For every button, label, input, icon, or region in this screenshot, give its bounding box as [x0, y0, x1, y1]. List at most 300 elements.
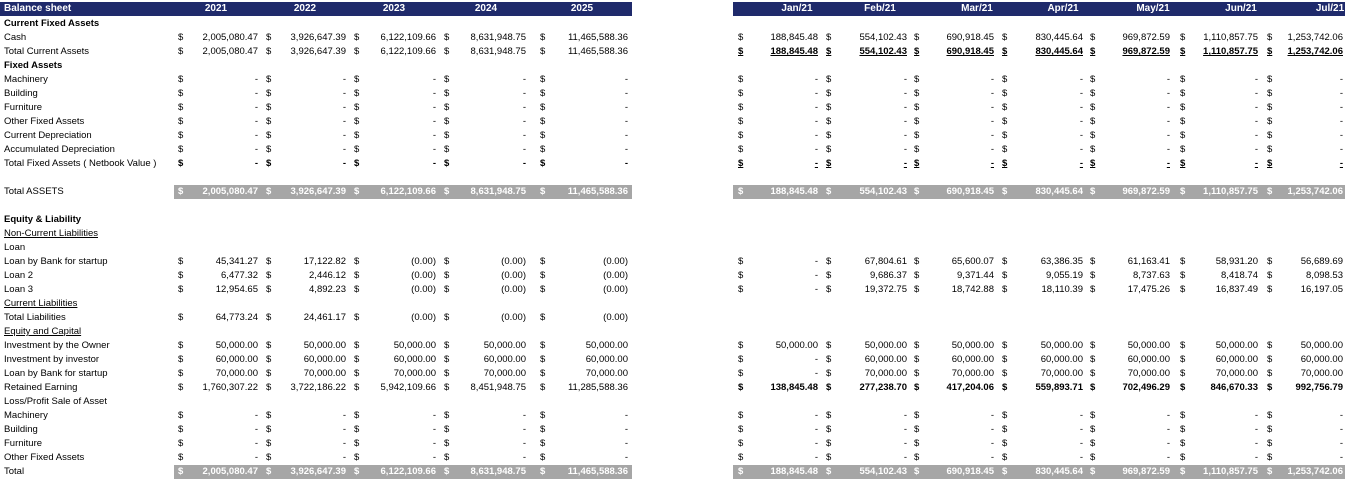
row-label: Current Fixed Assets [4, 18, 100, 29]
annual-cell-currency: $ [354, 466, 360, 477]
annual-cell-currency: $ [540, 354, 546, 365]
monthly-cell-currency: $ [1090, 466, 1096, 477]
monthly-cell-currency: $ [826, 186, 832, 197]
monthly-cell-currency: $ [826, 410, 832, 421]
monthly-cell-value: 60,000.00 [951, 354, 994, 365]
annual-cell-value: - [432, 424, 436, 435]
monthly-cell-value: 554,102.43 [859, 32, 907, 43]
monthly-cell-currency: $ [1002, 116, 1008, 127]
monthly-cell-value: 50,000.00 [775, 340, 818, 351]
annual-cell-currency: $ [178, 186, 184, 197]
annual-cell-currency: $ [178, 312, 184, 323]
monthly-cell-currency: $ [1180, 158, 1186, 169]
annual-cell-currency: $ [266, 88, 272, 99]
monthly-cell-currency: $ [826, 130, 832, 141]
monthly-cell-currency: $ [1267, 284, 1273, 295]
annual-cell-currency: $ [444, 144, 450, 155]
annual-cell-value: - [432, 452, 436, 463]
annual-cell-currency: $ [178, 382, 184, 393]
monthly-cell-value: - [1339, 88, 1343, 99]
annual-cell-currency: $ [266, 466, 272, 477]
monthly-cell-value: - [903, 424, 907, 435]
annual-cell-currency: $ [354, 354, 360, 365]
monthly-cell-value: - [990, 410, 994, 421]
monthly-cell-currency: $ [1090, 158, 1096, 169]
row-label: Total ASSETS [4, 186, 64, 197]
annual-cell-currency: $ [354, 116, 360, 127]
annual-cell-value: - [254, 116, 258, 127]
monthly-cell-currency: $ [914, 256, 920, 267]
monthly-cell-value: 830,445.64 [1035, 186, 1083, 197]
monthly-cell-currency: $ [1267, 340, 1273, 351]
monthly-cell-value: - [814, 424, 818, 435]
monthly-cell-value: - [814, 270, 818, 281]
annual-cell-value: - [522, 116, 526, 127]
monthly-cell-value: 70,000.00 [864, 368, 907, 379]
monthly-cell-value: - [1339, 102, 1343, 113]
monthly-cell-currency: $ [738, 144, 744, 155]
annual-cell-currency: $ [540, 130, 546, 141]
annual-cell-value: - [432, 410, 436, 421]
monthly-cell-value: - [814, 368, 818, 379]
annual-cell-currency: $ [444, 354, 450, 365]
monthly-cell-value: 50,000.00 [1215, 340, 1258, 351]
annual-cell-value: 50,000.00 [585, 340, 628, 351]
year-header-2024: 2024 [474, 3, 498, 14]
annual-cell-currency: $ [444, 424, 450, 435]
monthly-cell-value: 19,372.75 [864, 284, 907, 295]
annual-cell-currency: $ [540, 32, 546, 43]
row-label: Total Fixed Assets ( Netbook Value ) [4, 158, 157, 169]
annual-cell-currency: $ [266, 354, 272, 365]
monthly-cell-currency: $ [1180, 186, 1186, 197]
annual-cell-value: - [522, 452, 526, 463]
annual-cell-currency: $ [178, 368, 184, 379]
row-label: Total Current Assets [4, 46, 90, 57]
monthly-cell-currency: $ [738, 368, 744, 379]
row-label: Loan 2 [4, 270, 34, 281]
year-header-2025: 2025 [570, 3, 594, 14]
monthly-cell-value: - [1339, 116, 1343, 127]
row-label: Investment by investor [4, 354, 100, 365]
monthly-cell-value: 277,238.70 [859, 382, 907, 393]
annual-cell-currency: $ [354, 186, 360, 197]
annual-cell-currency: $ [444, 102, 450, 113]
monthly-cell-currency: $ [1267, 88, 1273, 99]
annual-cell-currency: $ [354, 284, 360, 295]
row-label: Investment by the Owner [4, 340, 110, 351]
monthly-cell-value: 58,931.20 [1215, 256, 1258, 267]
monthly-cell-currency: $ [826, 452, 832, 463]
monthly-cell-currency: $ [1180, 424, 1186, 435]
annual-cell-currency: $ [266, 186, 272, 197]
annual-cell-currency: $ [354, 158, 360, 169]
monthly-cell-currency: $ [1002, 424, 1008, 435]
annual-cell-value: (0.00) [603, 270, 628, 281]
monthly-cell-currency: $ [1002, 256, 1008, 267]
monthly-cell-currency: $ [738, 452, 744, 463]
monthly-cell-value: 50,000.00 [1300, 340, 1343, 351]
monthly-cell-currency: $ [914, 368, 920, 379]
monthly-cell-value: 70,000.00 [1040, 368, 1083, 379]
annual-cell-currency: $ [540, 102, 546, 113]
annual-cell-currency: $ [266, 382, 272, 393]
monthly-cell-value: - [1166, 130, 1170, 141]
annual-cell-value: - [342, 410, 346, 421]
monthly-cell-currency: $ [914, 186, 920, 197]
monthly-cell-currency: $ [1090, 186, 1096, 197]
annual-cell-currency: $ [540, 144, 546, 155]
monthly-cell-currency: $ [826, 116, 832, 127]
monthly-cell-value: 50,000.00 [1040, 340, 1083, 351]
monthly-cell-currency: $ [738, 284, 744, 295]
annual-cell-value: - [342, 102, 346, 113]
annual-cell-currency: $ [540, 452, 546, 463]
annual-cell-value: 2,005,080.47 [202, 186, 258, 197]
annual-cell-value: (0.00) [411, 284, 436, 295]
annual-cell-currency: $ [540, 438, 546, 449]
monthly-cell-currency: $ [1180, 144, 1186, 155]
month-header-4: May/21 [1136, 3, 1170, 14]
monthly-cell-value: - [1339, 438, 1343, 449]
annual-cell-currency: $ [540, 340, 546, 351]
monthly-cell-value: - [1254, 74, 1258, 85]
monthly-cell-currency: $ [1002, 88, 1008, 99]
annual-cell-currency: $ [178, 158, 184, 169]
monthly-cell-value: 690,918.45 [946, 46, 994, 57]
monthly-cell-value: 67,804.61 [864, 256, 907, 267]
monthly-cell-currency: $ [1267, 32, 1273, 43]
monthly-cell-currency: $ [1180, 284, 1186, 295]
annual-cell-value: 64,773.24 [215, 312, 258, 323]
monthly-cell-value: - [1254, 144, 1258, 155]
monthly-cell-value: 138,845.48 [770, 382, 818, 393]
annual-cell-value: - [432, 116, 436, 127]
annual-cell-value: - [342, 74, 346, 85]
monthly-cell-value: - [990, 144, 994, 155]
annual-cell-currency: $ [354, 32, 360, 43]
monthly-cell-currency: $ [1090, 452, 1096, 463]
monthly-cell-currency: $ [1002, 340, 1008, 351]
monthly-cell-currency: $ [738, 130, 744, 141]
annual-cell-currency: $ [266, 312, 272, 323]
monthly-cell-value: - [814, 116, 818, 127]
annual-cell-currency: $ [444, 186, 450, 197]
monthly-cell-currency: $ [1180, 74, 1186, 85]
annual-cell-value: (0.00) [501, 256, 526, 267]
monthly-cell-currency: $ [1090, 382, 1096, 393]
monthly-cell-value: - [814, 74, 818, 85]
annual-cell-value: - [522, 74, 526, 85]
monthly-cell-value: - [1254, 452, 1258, 463]
annual-cell-value: 70,000.00 [483, 368, 526, 379]
monthly-cell-currency: $ [1002, 410, 1008, 421]
annual-cell-value: (0.00) [411, 312, 436, 323]
annual-cell-value: - [342, 158, 346, 169]
monthly-cell-value: - [903, 158, 907, 169]
year-header-2021: 2021 [204, 3, 228, 14]
annual-cell-currency: $ [444, 130, 450, 141]
row-label: Machinery [4, 410, 48, 421]
annual-cell-currency: $ [266, 340, 272, 351]
monthly-cell-currency: $ [1180, 368, 1186, 379]
monthly-cell-value: 1,110,857.75 [1203, 186, 1258, 197]
monthly-cell-currency: $ [1090, 424, 1096, 435]
annual-cell-currency: $ [266, 32, 272, 43]
month-header-6: Jul/21 [1315, 3, 1345, 14]
annual-cell-value: 11,465,588.36 [567, 46, 628, 57]
monthly-cell-currency: $ [826, 368, 832, 379]
annual-cell-value: 6,122,109.66 [380, 46, 436, 57]
monthly-cell-currency: $ [1002, 466, 1008, 477]
row-label: Loan by Bank for startup [4, 368, 108, 379]
annual-cell-currency: $ [266, 116, 272, 127]
monthly-cell-currency: $ [826, 424, 832, 435]
monthly-cell-currency: $ [1002, 32, 1008, 43]
monthly-cell-currency: $ [738, 102, 744, 113]
monthly-cell-currency: $ [738, 46, 744, 57]
annual-cell-currency: $ [354, 88, 360, 99]
monthly-cell-value: - [1079, 116, 1083, 127]
annual-cell-currency: $ [540, 186, 546, 197]
monthly-cell-currency: $ [1267, 452, 1273, 463]
monthly-cell-value: 70,000.00 [951, 368, 994, 379]
annual-cell-currency: $ [540, 424, 546, 435]
monthly-cell-value: - [1339, 452, 1343, 463]
row-label: Loan by Bank for startup [4, 256, 108, 267]
monthly-cell-currency: $ [1267, 130, 1273, 141]
monthly-cell-value: - [1079, 144, 1083, 155]
annual-cell-currency: $ [266, 74, 272, 85]
monthly-cell-currency: $ [1090, 340, 1096, 351]
monthly-cell-value: 60,000.00 [1215, 354, 1258, 365]
annual-cell-value: 3,926,647.39 [290, 46, 346, 57]
annual-cell-currency: $ [354, 410, 360, 421]
monthly-cell-currency: $ [1267, 102, 1273, 113]
annual-cell-value: 11,465,588.36 [567, 32, 628, 43]
annual-cell-currency: $ [178, 74, 184, 85]
row-label: Non-Current Liabilities [4, 228, 98, 239]
annual-cell-currency: $ [354, 438, 360, 449]
monthly-cell-currency: $ [738, 410, 744, 421]
monthly-cell-currency: $ [1090, 88, 1096, 99]
monthly-cell-currency: $ [914, 32, 920, 43]
monthly-cell-currency: $ [1180, 88, 1186, 99]
monthly-cell-value: - [1254, 88, 1258, 99]
monthly-cell-currency: $ [1002, 354, 1008, 365]
annual-cell-value: 45,341.27 [215, 256, 258, 267]
monthly-cell-currency: $ [826, 144, 832, 155]
annual-cell-value: - [522, 424, 526, 435]
annual-cell-currency: $ [444, 452, 450, 463]
monthly-cell-value: 702,496.29 [1122, 382, 1170, 393]
monthly-cell-currency: $ [1180, 466, 1186, 477]
annual-cell-currency: $ [444, 410, 450, 421]
annual-cell-value: - [624, 410, 628, 421]
annual-cell-value: - [522, 438, 526, 449]
annual-cell-currency: $ [540, 312, 546, 323]
annual-cell-currency: $ [444, 466, 450, 477]
annual-cell-currency: $ [178, 102, 184, 113]
monthly-cell-currency: $ [826, 354, 832, 365]
annual-cell-currency: $ [178, 424, 184, 435]
monthly-cell-value: - [903, 144, 907, 155]
monthly-cell-value: - [814, 158, 818, 169]
monthly-cell-currency: $ [1090, 284, 1096, 295]
annual-cell-value: 8,631,948.75 [470, 32, 526, 43]
monthly-cell-currency: $ [1090, 116, 1096, 127]
monthly-cell-currency: $ [914, 74, 920, 85]
annual-cell-currency: $ [444, 256, 450, 267]
monthly-cell-value: - [814, 256, 818, 267]
annual-cell-value: 2,005,080.47 [202, 466, 258, 477]
monthly-cell-value: - [814, 144, 818, 155]
annual-cell-currency: $ [444, 32, 450, 43]
monthly-cell-currency: $ [1267, 46, 1273, 57]
annual-cell-value: - [522, 130, 526, 141]
monthly-cell-value: - [814, 438, 818, 449]
annual-cell-currency: $ [354, 340, 360, 351]
monthly-cell-value: 60,000.00 [1127, 354, 1170, 365]
row-label: Equity & Liability [4, 214, 82, 225]
annual-cell-currency: $ [444, 88, 450, 99]
monthly-cell-currency: $ [1267, 354, 1273, 365]
monthly-cell-value: - [1079, 452, 1083, 463]
annual-cell-currency: $ [178, 410, 184, 421]
monthly-cell-value: 8,737.63 [1133, 270, 1170, 281]
monthly-cell-value: - [1166, 144, 1170, 155]
annual-cell-value: - [432, 74, 436, 85]
annual-cell-value: - [342, 424, 346, 435]
annual-cell-value: (0.00) [603, 256, 628, 267]
monthly-cell-currency: $ [738, 186, 744, 197]
monthly-cell-currency: $ [826, 256, 832, 267]
annual-cell-currency: $ [354, 256, 360, 267]
annual-cell-currency: $ [178, 270, 184, 281]
row-label: Loss/Profit Sale of Asset [4, 396, 107, 407]
annual-cell-value: 6,122,109.66 [380, 32, 436, 43]
annual-cell-currency: $ [354, 424, 360, 435]
monthly-cell-value: 61,163.41 [1127, 256, 1170, 267]
monthly-cell-currency: $ [1002, 186, 1008, 197]
monthly-cell-value: - [903, 452, 907, 463]
annual-cell-value: 6,122,109.66 [380, 466, 436, 477]
monthly-cell-value: - [990, 438, 994, 449]
monthly-cell-currency: $ [1002, 452, 1008, 463]
monthly-cell-value: 417,204.06 [946, 382, 994, 393]
monthly-cell-value: 16,197.05 [1300, 284, 1343, 295]
monthly-cell-value: - [1254, 424, 1258, 435]
monthly-cell-value: 188,845.48 [770, 46, 818, 57]
monthly-cell-value: - [990, 88, 994, 99]
annual-cell-value: 50,000.00 [483, 340, 526, 351]
annual-cell-currency: $ [354, 382, 360, 393]
annual-cell-currency: $ [178, 340, 184, 351]
monthly-cell-value: 50,000.00 [1127, 340, 1170, 351]
monthly-cell-value: - [1166, 74, 1170, 85]
monthly-cell-value: 690,918.45 [946, 186, 994, 197]
monthly-cell-value: - [903, 438, 907, 449]
annual-cell-value: 70,000.00 [303, 368, 346, 379]
annual-cell-value: - [342, 452, 346, 463]
annual-cell-value: - [254, 410, 258, 421]
annual-cell-currency: $ [266, 130, 272, 141]
monthly-cell-value: 690,918.45 [946, 32, 994, 43]
annual-cell-value: (0.00) [501, 312, 526, 323]
annual-cell-value: - [254, 102, 258, 113]
monthly-cell-currency: $ [1267, 186, 1273, 197]
annual-cell-value: - [254, 158, 258, 169]
monthly-cell-currency: $ [738, 354, 744, 365]
monthly-cell-currency: $ [738, 256, 744, 267]
monthly-cell-currency: $ [914, 424, 920, 435]
annual-cell-value: (0.00) [411, 270, 436, 281]
monthly-cell-currency: $ [738, 116, 744, 127]
monthly-cell-currency: $ [738, 424, 744, 435]
monthly-cell-currency: $ [1180, 32, 1186, 43]
annual-cell-value: - [624, 74, 628, 85]
monthly-cell-currency: $ [1267, 270, 1273, 281]
annual-cell-currency: $ [266, 102, 272, 113]
monthly-cell-currency: $ [1180, 46, 1186, 57]
annual-cell-currency: $ [266, 144, 272, 155]
monthly-cell-currency: $ [738, 340, 744, 351]
monthly-cell-currency: $ [914, 284, 920, 295]
row-label: Total [4, 466, 25, 477]
annual-cell-currency: $ [266, 424, 272, 435]
annual-cell-value: 60,000.00 [215, 354, 258, 365]
monthly-cell-currency: $ [914, 382, 920, 393]
monthly-cell-value: - [1254, 410, 1258, 421]
monthly-cell-currency: $ [738, 158, 744, 169]
monthly-cell-value: 830,445.64 [1035, 46, 1083, 57]
annual-cell-value: 6,477.32 [221, 270, 258, 281]
annual-cell-value: - [254, 74, 258, 85]
annual-cell-currency: $ [266, 452, 272, 463]
annual-cell-currency: $ [266, 270, 272, 281]
annual-cell-value: (0.00) [603, 312, 628, 323]
monthly-cell-value: - [1166, 158, 1170, 169]
monthly-cell-value: 830,445.64 [1035, 466, 1083, 477]
monthly-cell-currency: $ [1267, 424, 1273, 435]
monthly-cell-value: - [1254, 116, 1258, 127]
row-label: Other Fixed Assets [4, 452, 85, 463]
monthly-cell-value: 63,386.35 [1040, 256, 1083, 267]
monthly-cell-currency: $ [1180, 452, 1186, 463]
monthly-cell-value: - [1254, 130, 1258, 141]
annual-cell-value: (0.00) [411, 256, 436, 267]
monthly-cell-value: - [814, 102, 818, 113]
monthly-cell-currency: $ [826, 102, 832, 113]
annual-cell-value: 3,722,186.22 [290, 382, 346, 393]
monthly-cell-value: - [903, 410, 907, 421]
monthly-cell-value: - [1079, 410, 1083, 421]
monthly-cell-currency: $ [1002, 46, 1008, 57]
monthly-cell-currency: $ [826, 270, 832, 281]
monthly-cell-currency: $ [826, 46, 832, 57]
annual-cell-currency: $ [178, 144, 184, 155]
monthly-cell-value: - [1079, 438, 1083, 449]
monthly-cell-value: - [990, 74, 994, 85]
monthly-cell-currency: $ [1180, 410, 1186, 421]
annual-cell-value: 70,000.00 [585, 368, 628, 379]
annual-cell-currency: $ [540, 88, 546, 99]
annual-cell-currency: $ [178, 284, 184, 295]
monthly-cell-value: 554,102.43 [859, 46, 907, 57]
monthly-cell-value: - [1339, 74, 1343, 85]
monthly-cell-value: - [990, 102, 994, 113]
annual-cell-value: 4,892.23 [309, 284, 346, 295]
